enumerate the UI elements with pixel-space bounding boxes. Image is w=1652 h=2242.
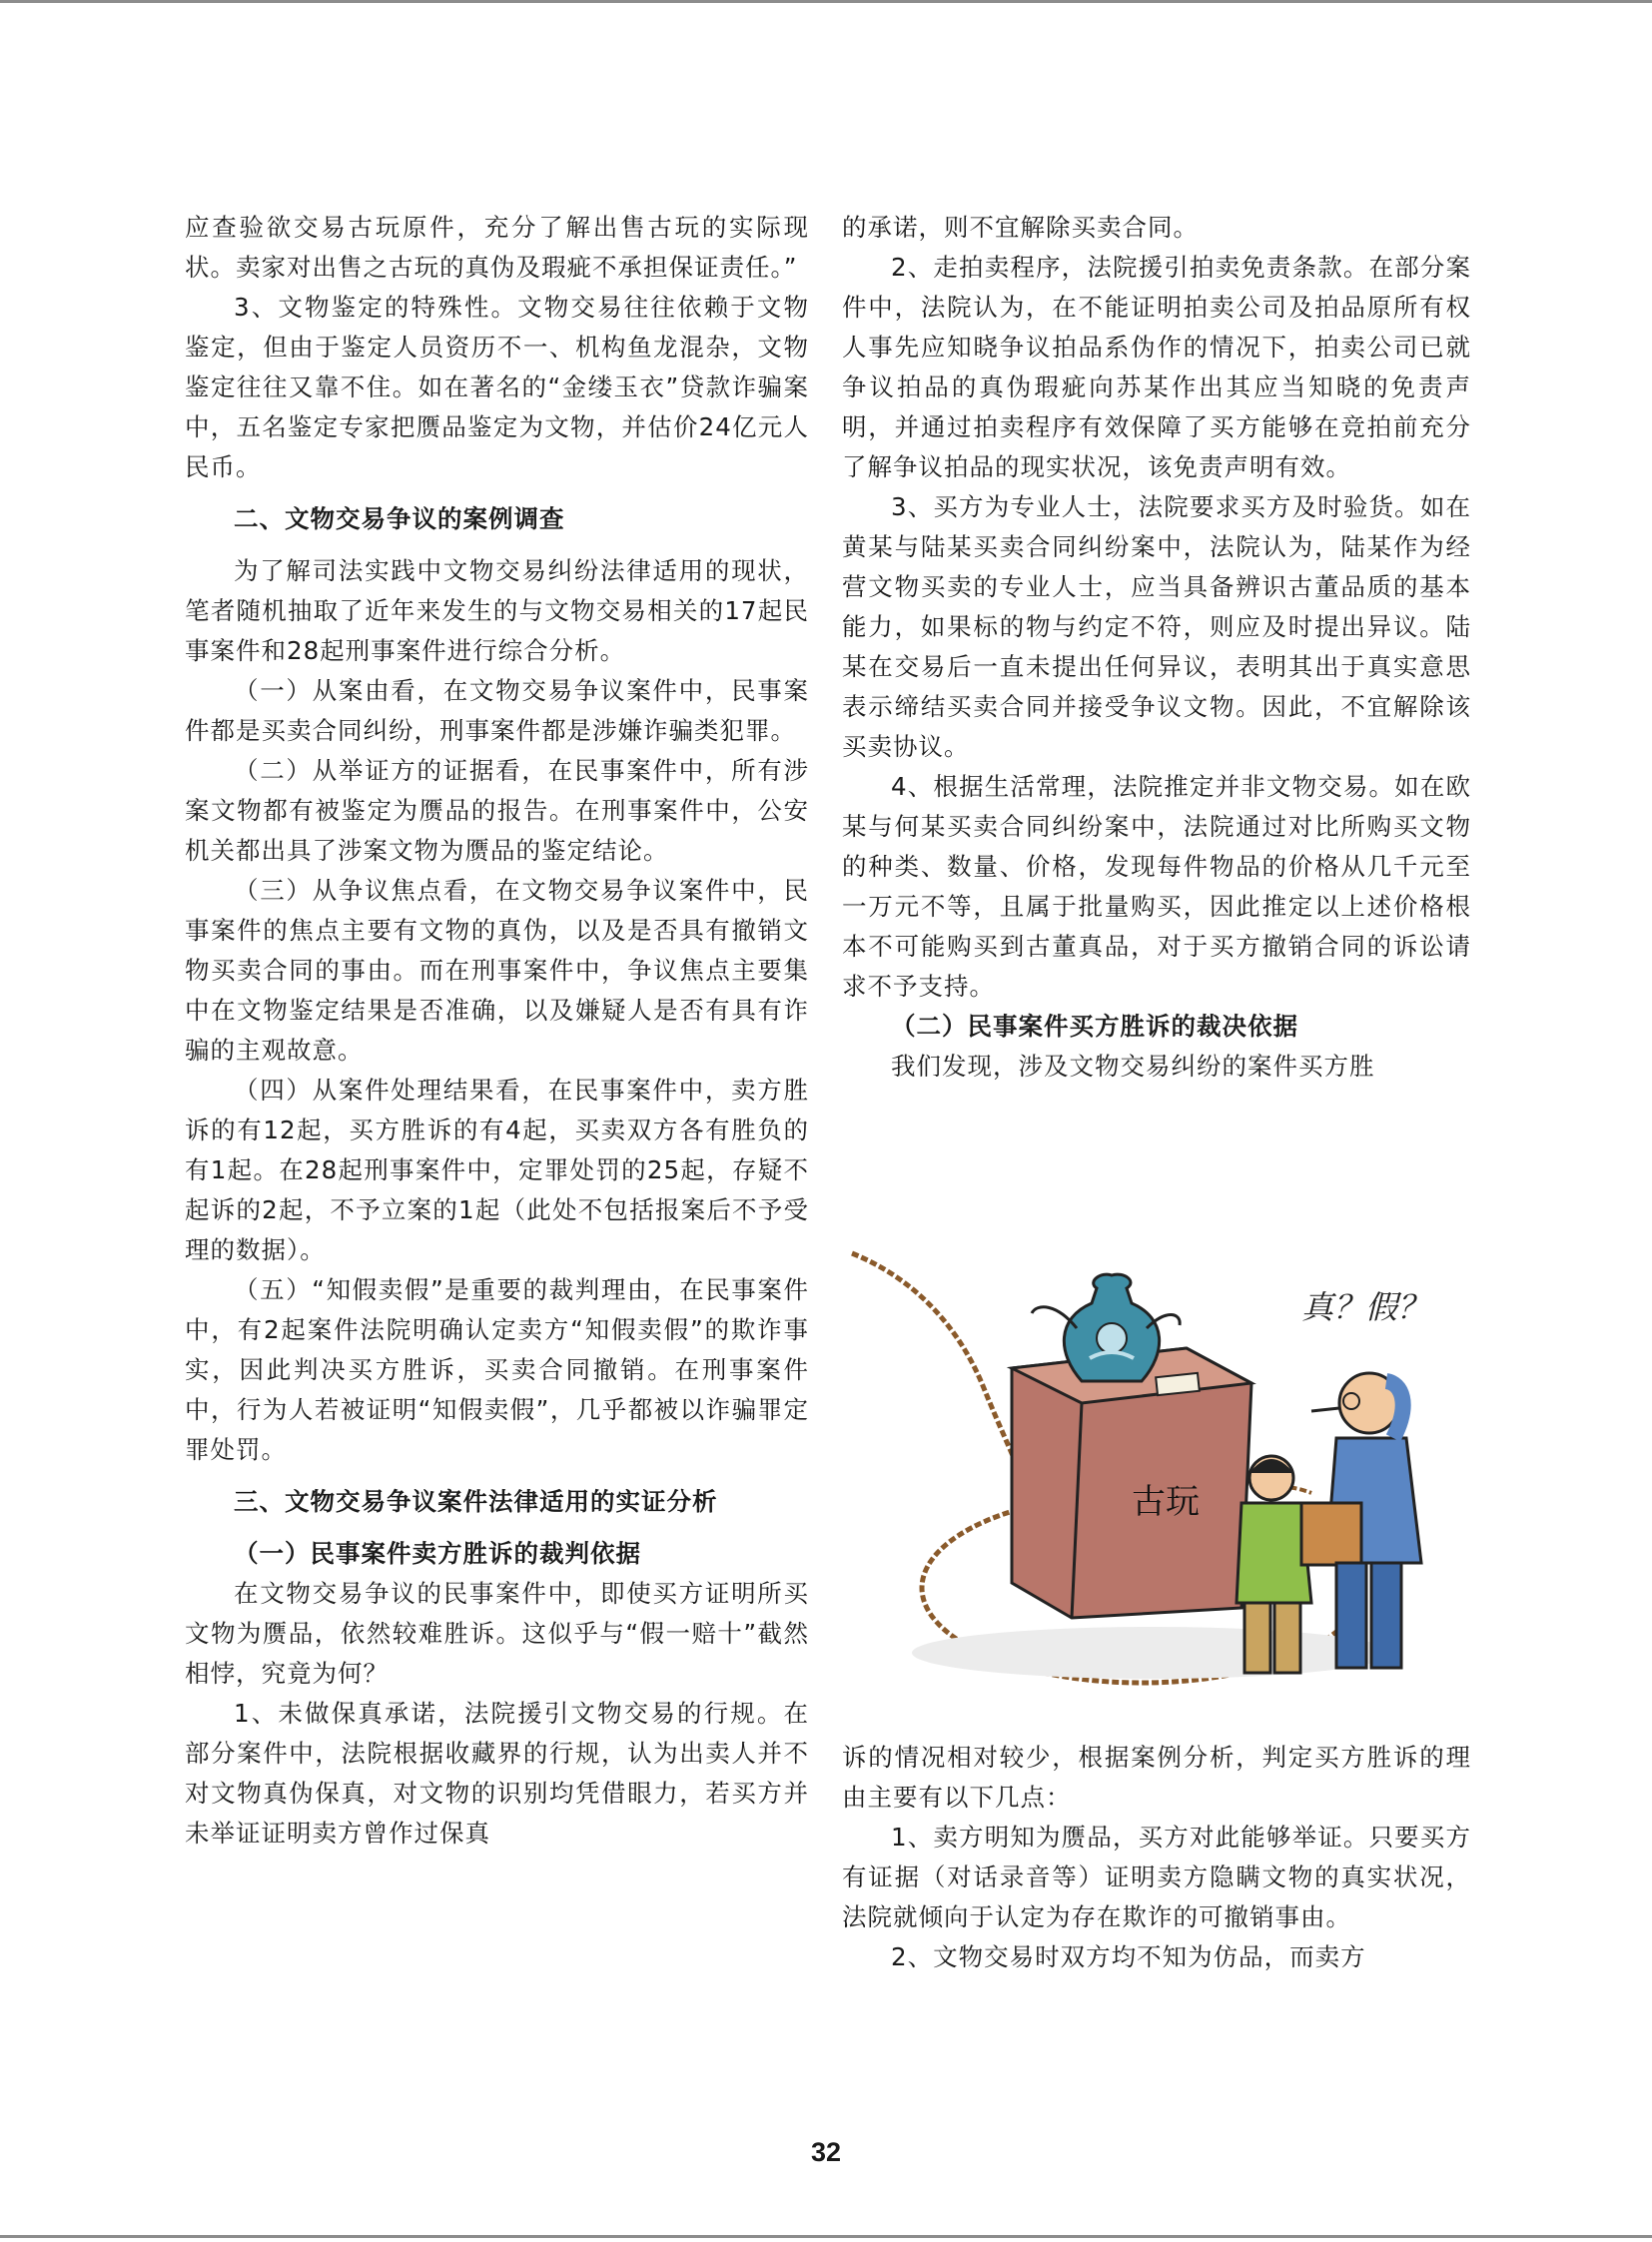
- paragraph: 3、文物鉴定的特殊性。文物交易往往依赖于文物鉴定，但由于鉴定人员资历不一、机构鱼龙混杂，文物鉴定往往又靠不住。如在著名的“金缕玉衣”贷款诈骗案中，五名鉴定专家把赝品鉴定为文物，并估价24亿元人民币。: [185, 293, 809, 481]
- bottom-rule: [0, 2235, 1652, 2238]
- paragraph: （三）从争议焦点看，在文物交易争议案件中，民事案件的焦点主要有文物的真伪，以及是否具有撤销文物买卖合同的事由。而在刑事案件中，争议焦点主要集中在文物鉴定结果是否准确，以及嫌疑人是否有具有诈骗的主观故意。: [185, 876, 809, 1065]
- section-heading: 三、文物交易争议案件法律适用的实证分析: [234, 1487, 718, 1516]
- sub-heading: （二）民事案件买方胜诉的裁决依据: [891, 1012, 1298, 1041]
- paragraph: 应查验欲交易古玩原件，充分了解出售古玩的实际现状。卖家对出售之古玩的真伪及瑕疵不承担保证责任。”: [185, 213, 809, 282]
- section-heading: 二、文物交易争议的案例调查: [234, 504, 565, 533]
- paragraph: 的承诺，则不宜解除买卖合同。: [842, 213, 1199, 242]
- paragraph: 4、根据生活常理，法院推定并非文物交易。如在欧某与何某买卖合同纠纷案中，法院通过对比所购买文物的种类、数量、价格，发现每件物品的价格从几千元至一万元不等，且属于批量购买，因此推定以上述价格根本不可能购买到古董真品，对于买方撤销合同的诉讼请求不予支持。: [842, 772, 1471, 1001]
- paragraph: 在文物交易争议的民事案件中，即使买方证明所买文物为赝品，依然较难胜诉。这似乎与“假一赔十”截然相悖，究竟为何？: [185, 1579, 809, 1688]
- old-man-figure-icon: [1301, 1373, 1421, 1668]
- speech-text: 真？假？: [1301, 1288, 1430, 1326]
- left-column: [185, 208, 809, 1854]
- paragraph: （二）从举证方的证据看，在民事案件中，所有涉案文物都有被鉴定为赝品的报告。在刑事案件中，公安机关都出具了涉案文物为赝品的鉴定结论。: [185, 756, 809, 865]
- paragraph: （一）从案由看，在文物交易争议案件中，民事案件都是买卖合同纠纷，刑事案件都是涉嫌诈骗类犯罪。: [185, 676, 809, 745]
- cartoon-illustration: [842, 1233, 1481, 1703]
- paragraph: 2、走拍卖程序，法院援引拍卖免责条款。在部分案件中，法院认为，在不能证明拍卖公司及拍品原所有权人事先应知晓争议拍品系伪作的情况下，拍卖公司已就争议拍品的真伪瑕疵向苏某作出其应当知晓的免责声明，并通过拍卖程序有效保障了买方能够在竞拍前充分了解争议拍品的现实状况，该免责声明有效。: [842, 253, 1471, 481]
- paragraph: 1、未做保真承诺，法院援引文物交易的行规。在部分案件中，法院根据收藏界的行规，认为出卖人并不对文物真伪保真，对文物的识别均凭借眼力，若买方并未举证证明卖方曾作过保真: [185, 1699, 809, 1848]
- box-label: 古玩: [1132, 1482, 1200, 1522]
- paragraph: 2、文物交易时双方均不知为仿品，而卖方: [891, 1942, 1366, 1971]
- paragraph: 为了解司法实践中文物交易纠纷法律适用的现状，笔者随机抽取了近年来发生的与文物交易相关的17起民事案件和28起刑事案件进行综合分析。: [185, 556, 809, 665]
- paragraph: 3、买方为专业人士，法院要求买方及时验货。如在黄某与陆某买卖合同纠纷案中，法院认为，陆某作为经营文物买卖的专业人士，应当具备辨识古董品质的基本能力，如果标的物与约定不符，则应及时提出异议。陆某在交易后一直未提出任何异议，表明其出于真实意思表示缔结买卖合同并接受争议文物。因此，不宜解除该买卖协议。: [842, 492, 1471, 761]
- paragraph: 1、卖方明知为赝品，买方对此能够举证。只要买方有证据（对话录音等）证明卖方隐瞒文物的真实状况，法院就倾向于认定为存在欺诈的可撤销事由。: [842, 1823, 1471, 1931]
- sub-heading: （一）民事案件卖方胜诉的裁判依据: [234, 1539, 641, 1568]
- paragraph: （四）从案件处理结果看，在民事案件中，卖方胜诉的有12起，买方胜诉的有4起，买卖双方各有胜负的有1起。在28起刑事案件中，定罪处罚的25起，存疑不起诉的2起，不予立案的1起（此处不包括报案后不予受理的数据）。: [185, 1076, 809, 1264]
- top-rule: [0, 0, 1652, 3]
- paragraph: 诉的情况相对较少，根据案例分析，判定买方胜诉的理由主要有以下几点：: [842, 1743, 1471, 1812]
- paragraph: 我们发现，涉及文物交易纠纷的案件买方胜: [891, 1052, 1375, 1081]
- right-column-top: [842, 208, 1471, 1087]
- paragraph: （五）“知假卖假”是重要的裁判理由，在民事案件中，有2起案件法院明确认定卖方“知假卖假”的欺诈事实，因此判决买方胜诉，买卖合同撤销。在刑事案件中，行为人若被证明“知假卖假”，几乎都被以诈骗罪定罪处罚。: [185, 1275, 809, 1464]
- right-column-bottom: [842, 1738, 1471, 1977]
- page-number: 32: [810, 2137, 842, 2167]
- rope-icon: [852, 1253, 1032, 1503]
